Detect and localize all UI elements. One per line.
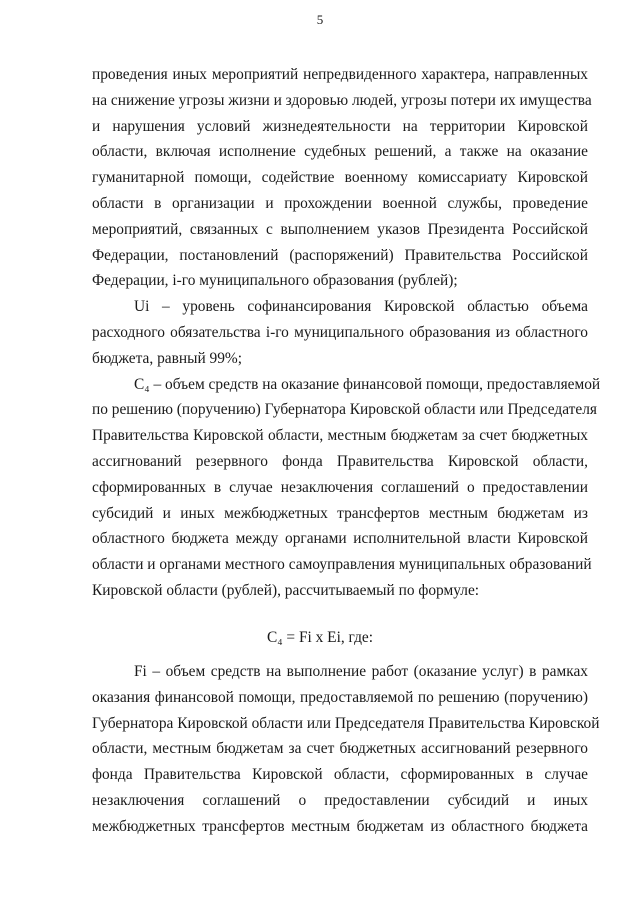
- text-line: ассигнований резервного фонда Правительства Кировской области,: [92, 452, 588, 470]
- text-line: области в организации и прохождении военной службы, проведение: [92, 194, 588, 212]
- text-line: межбюджетных трансфертов местным бюджетам из областного бюджета: [92, 817, 588, 835]
- text-line: сформированных в случае незаключения соглашений о предоставлении: [92, 478, 588, 496]
- text-block-main: [92, 62, 601, 604]
- text-block-definition: [92, 659, 600, 840]
- text-line: на снижение угрозы жизни и здоровью людей, угрозы потери их имущества: [92, 91, 592, 109]
- text-line: Федерации, i-го муниципального образования (рублей);: [92, 272, 458, 290]
- formula: С₄ = Fi x Ei, где:: [266, 629, 374, 646]
- text-line: незаключения соглашений о предоставлении субсидий и иных: [92, 791, 588, 809]
- text-line: области, включая исполнение судебных решений, а также на оказание: [92, 143, 588, 161]
- text-line: оказания финансовой помощи, предоставляемой по решению (поручению): [92, 688, 588, 706]
- text-line: Федерации, постановлений (распоряжений) Правительства Российской: [92, 246, 588, 264]
- text-line: расходного обязательства i-го муниципального образования из областного: [92, 323, 588, 341]
- text-line: и нарушения условий жизнедеятельности на территории Кировской: [92, 117, 588, 135]
- text-line: Кировской области (рублей), рассчитываемый по формуле:: [92, 581, 480, 599]
- paragraph-start-line: Fi – объем средств на выполнение работ (оказание услуг) в рамках: [134, 663, 588, 680]
- paragraph-start-line: С₄ – объем средств на оказание финансовой помощи, предоставляемой: [134, 375, 601, 393]
- text-line: фонда Правительства Кировской области, сформированных в случае: [92, 766, 588, 784]
- text-line: области и органами местного самоуправления муниципальных образований: [92, 556, 592, 574]
- text-line: гуманитарной помощи, содействие военному комиссариату Кировской: [92, 169, 588, 187]
- text-line: по решению (поручению) Губернатора Кировской области или Председателя: [92, 401, 597, 419]
- text-line: Правительства Кировской области, местным бюджетам за счет бюджетных: [92, 427, 588, 445]
- text-line: областного бюджета между органами исполнительной власти Кировской: [92, 530, 588, 548]
- text-line: Губернатора Кировской области или Председателя Правительства Кировской: [92, 714, 600, 732]
- text-line: субсидий и иных межбюджетных трансфертов местным бюджетам из: [92, 504, 588, 522]
- text-line: мероприятий, связанных с выполнением указов Президента Российской: [92, 220, 588, 238]
- page-number: 5: [316, 12, 324, 27]
- paragraph-start-line: Ui – уровень софинансирования Кировской областью объема: [134, 298, 588, 316]
- text-line: проведения иных мероприятий непредвиденного характера, направленных: [92, 66, 588, 83]
- text-line: области, местным бюджетам за счет бюджетных ассигнований резервного: [92, 740, 588, 758]
- text-line: бюджета, равный 99%;: [92, 349, 243, 367]
